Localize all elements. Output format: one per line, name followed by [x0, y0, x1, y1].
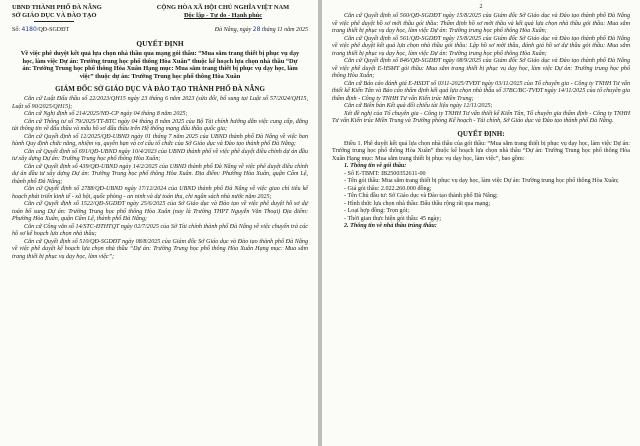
- basis-paragraph: Căn cứ Quyết định số 561/QĐ-SGDĐT ngày 15/8/2025 của Giám đốc Sở Giáo dục và Đào tạo thành phố Đà Nẵng về việc phê duyệt kết quả lựa chọn nhà thầu gói thầu: Lập hồ sơ mời thầu, đánh giá hồ sơ dự thầu gói thầu: Mua sắm trang thiết bị phục vụ dạy học, làm việc Dự án: Trường trung học phổ thông Hòa Xuân;: [332, 35, 630, 57]
- section-1-title: 1. Thông tin về gói thầu:: [344, 163, 407, 169]
- date-day-handwritten: 28: [252, 26, 261, 33]
- package-info-item: - Thời gian thực hiện gói thầu: 45 ngày;: [344, 215, 442, 222]
- date-suffix: tháng 11 năm 2025: [261, 27, 308, 33]
- basis-paragraph: Căn cứ Nghị định số 214/2025/NĐ-CP ngày 04 tháng 8 năm 2025;: [24, 111, 188, 118]
- basis-paragraph: Xét đề nghị của Tổ chuyên gia - Công ty TNHH Tư vấn thiết kế Kiến Tân, Tổ chuyên gia thẩm định - Công ty TNHH Tư vấn Kiến trúc Miền Trung và Trưởng phòng Kế hoạch - Tài chính, Sở Giáo dục và Đào tạo thành phố Đà Nẵng.: [332, 110, 630, 124]
- document-date: [215, 26, 308, 33]
- package-info-item: - Tên gói thầu: Mua sắm trang thiết bị phục vụ dạy học, làm việc Dự án: Trường trung học phổ thông Hòa Xuân;: [344, 178, 619, 184]
- basis-paragraph: Căn cứ Báo cáo đánh giá E-HSDT số 0311-2025/TVĐT ngày 03/11/2025 của Tổ chuyên gia - Công ty TNHH Tư vấn thiết kế Kiến Tân và Báo cáo thẩm định kết quả lựa chọn nhà thầu số 37BC/BC-TVĐT ngày 14/11/2025 của tổ chuyên gia thẩm định - Công ty TNHH Tư vấn Kiến trúc Miền Trung;: [332, 80, 630, 102]
- package-info-item: - Giá gói thầu: 2.022.260.000 đồng;: [344, 185, 432, 192]
- basis-paragraph: Căn cứ Quyết định số 691/QĐ-UBND ngày 10/4/2023 của UBND thành phố về việc phê duyệt điều chỉnh dự án đầu tư xây dựng Dự án: Trường Trung học phổ thông Hòa Xuân;: [12, 148, 308, 163]
- motto: Độc lập - Tự do - Hạnh phúc: [183, 12, 263, 19]
- package-info-item: - Loại hợp đồng: Trọn gói;: [344, 208, 410, 214]
- basis-paragraph: Căn cứ Quyết định số 12/2025/QĐ-UBND ngày 01 tháng 7 năm 2025 của UBND thành phố Đà Nẵng về việc ban hành Quy định chức năng, nhiệm vụ, quyền hạn và cơ cấu tổ chức của Sở Giáo dục và Đào tạo thành phố Đà Nẵng;: [12, 133, 308, 148]
- doc-number-suffix: /QĐ-SGDĐT: [36, 27, 70, 33]
- article-1: Điều 1. Phê duyệt kết quả lựa chọn nhà thầu của gói thầu: “Mua sắm trang thiết bị phục vụ dạy học, làm việc Dự án: Trường trung học phổ thông Hòa Xuân” thuộc kế hoạch lựa chọn nhà thầu “Dự án: Trường Trung học phổ thông Hòa Xuân Hạng mục: Mua sắm trang thiết bị phục vụ dạy học, làm việc”, bao gồm:: [332, 140, 630, 162]
- document-title: QUYẾT ĐỊNH: [136, 39, 184, 48]
- basis-paragraph: Căn cứ Quyết định số 439/QĐ-UBND ngày 14/2/2025 của UBND thành phố Đà Nẵng về việc phê duyệt điều chỉnh dự án đầu tư xây dựng Dự án: Trường Trung học phổ thông Hòa Xuân. Địa điểm: Phường Hòa Xuân, quận Cẩm Lệ, thành phố Đà Nẵng;: [12, 163, 308, 185]
- section-2-title: 2. Thông tin về nhà thầu trúng thầu:: [344, 223, 437, 229]
- basis-paragraph: Căn cứ Quyết định số 560/QĐ-SGDĐT ngày 15/8/2025 của Giám đốc Sở Giáo dục và Đào tạo thành phố Đà Nẵng về việc phê duyệt hồ sơ mời thầu gói thầu: Thẩm định hồ sơ mời thầu và kết quả lựa chọn nhà thầu gói thầu: Mua sắm trang thiết bị phục vụ dạy học, làm việc Dự án: Trường trung học phổ thông Hòa Xuân;: [332, 13, 630, 34]
- issuing-agency: [12, 4, 130, 24]
- basis-paragraph: Căn cứ Quyết định số 2788/QĐ-UBND ngày 17/12/2024 của UBND thành phố Đà Nẵng về việc giao chỉ tiêu kế hoạch phát triển kinh tế - xã hội, quốc phòng - an ninh và dự toán thu, chi ngân sách nhà nước năm 2025;: [12, 186, 308, 200]
- legal-basis-continued: [332, 13, 630, 126]
- date-prefix: Đà Nẵng, ngày: [214, 27, 252, 33]
- agency-parent: UBND THÀNH PHỐ ĐÀ NẴNG: [12, 4, 102, 11]
- basis-paragraph: Căn cứ Quyết định số 1522/QĐ-SGDĐT ngày 25/6/2025 của Sở Giáo dục và Đào tạo về việc phê duyệt hồ sơ dự toán bổ sung Dự án: Trường Trung học phổ thông Hòa Xuân (nay là Trường THPT Nguyễn Văn Thoại) Địa điểm: Phường Hòa Xuân, quận Cẩm Lệ, thành phố Đà Nẵng;: [12, 201, 308, 223]
- document-subject: Về việc phê duyệt kết quả lựa chọn nhà thầu qua mạng gói thầu: “Mua sắm trang thiết bị phục vụ dạy học, làm việc Dự án: Trường trung học phổ thông Hòa Xuân” thuộc kế hoạch lựa chọn nhà thầu “Dự án: Trường Trung học phổ thông Hòa Xuân Hạng mục: Mua sắm trang thiết bị phục vụ dạy học, làm việc” thuộc dự án: Trường Trung học phổ thông Hòa Xuân: [20, 50, 300, 80]
- package-info-item: - Hình thức lựa chọn nhà thầu: Đấu thầu rộng rãi qua mạng;: [344, 200, 491, 207]
- basis-paragraph: Căn cứ Quyết định số 846/QĐ-SGDĐT ngày 08/9/2025 của Giám đốc Sở Giáo dục và Đào tạo thành phố Đà Nẵng về việc phê duyệt E-HSMT gói thầu: Mua sắm trang thiết bị phục vụ dạy học, làm việc Dự án: Trường trung học phổ thông Hòa Xuân;: [332, 58, 630, 79]
- package-info-list: [332, 171, 630, 224]
- doc-number-handwritten: 4180: [21, 26, 37, 33]
- document-number: [12, 26, 69, 33]
- agency-name: SỞ GIÁO DỤC VÀ ĐÀO TẠO: [12, 12, 97, 19]
- basis-paragraph: Căn cứ Quyết định số 510/QĐ-SGDĐT ngày 08/8/2025 của Giám đốc Sở Giáo dục và Đào tạo thành phố Đà Nẵng về việc phê duyệt kế hoạch lựa chọn nhà thầu “Dự án: Trường Trung học phổ thông Hòa Xuân Hạng mục: Mua sắm trang thiết bị phục vụ dạy học, làm việc”;: [12, 238, 308, 260]
- page-2: [322, 0, 640, 446]
- national-motto: [138, 4, 308, 24]
- page-1: [0, 0, 318, 446]
- basis-paragraph: Căn cứ Luật Đấu thầu số 22/2023/QH15 ngày 23 tháng 6 năm 2023 (sửa đổi, bổ sung tại Luật số 57/2024/QH15, Luật số 90/2025/QH15);: [12, 96, 308, 110]
- basis-paragraph: Căn cứ Thông tư số 79/2025/TT-BTC ngày 04 tháng 8 năm 2025 của Bộ Tài chính hướng dẫn việc cung cấp, đăng tải thông tin về đấu thầu và mẫu hồ sơ đấu thầu trên Hệ thống mạng đấu thầu quốc gia;: [12, 118, 308, 133]
- document-meta: [12, 26, 308, 33]
- basis-paragraph: Căn cứ Công văn số 14/STC-ĐTHTQT ngày 02/7/2025 của Sở Tài chính thành phố Đà Nẵng về việc chuyển trả các hồ sơ kế hoạch lựa chọn nhà thầu;: [12, 223, 308, 238]
- agency-underline: [34, 21, 74, 22]
- republic-name: CỘNG HÒA XÃ HỘI CHỦ NGHĨA VIỆT NAM: [156, 4, 290, 11]
- package-info-item: - Tên Chủ đầu tư: Sở Giáo dục và Đào tạo thành phố Đà Nẵng;: [344, 193, 498, 199]
- issuing-authority: GIÁM ĐỐC SỞ GIÁO DỤC VÀ ĐÀO TẠO THÀNH PHỐ ĐÀ NẴNG: [55, 85, 265, 94]
- package-info-item: - Số E-TBMT: IB2500352611-00: [344, 170, 426, 177]
- legal-basis: [12, 96, 308, 261]
- basis-paragraph: Căn cứ Biên bản Kết quả đối chiếu tài liệu ngày 12/11/2025;: [344, 103, 493, 109]
- decision-heading: QUYẾT ĐỊNH:: [457, 129, 505, 138]
- document-header: [12, 4, 308, 24]
- doc-number-prefix: Số:: [12, 27, 21, 33]
- page-number: 2: [479, 4, 483, 10]
